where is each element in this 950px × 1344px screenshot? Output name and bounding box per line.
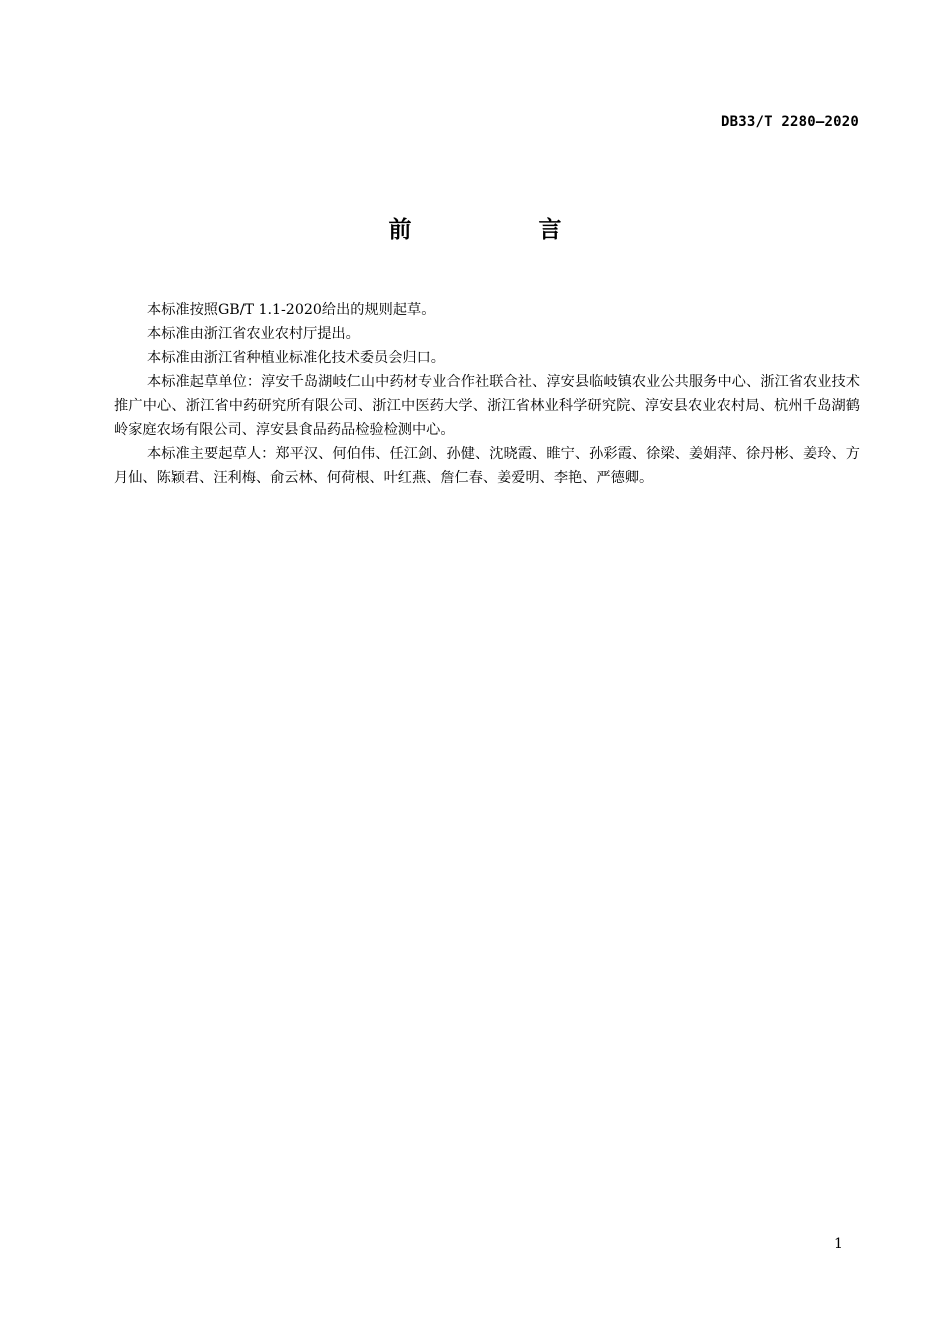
page-title: 前 言 — [388, 217, 614, 243]
paragraph-proposed-by: 本标准由浙江省农业农村厅提出。 — [147, 326, 360, 342]
body-text — [114, 298, 860, 490]
paragraph-drafting-units: 本标准起草单位：淳安千岛湖岐仁山中药材专业合作社联合社、淳安县临岐镇农业公共服务中心、浙江省农业技术推广中心、浙江省中药研究所有限公司、浙江中医药大学、浙江省林业科学研究院、淳安县农业农村局、杭州千岛湖鹤岭家庭农场有限公司、淳安县食品药品检验检测中心。 — [114, 374, 860, 438]
paragraph-drafters: 本标准主要起草人：郑平汉、何伯伟、任江剑、孙健、沈晓霞、睢宁、孙彩霞、徐梁、姜娟萍、徐丹彬、姜玲、方月仙、陈颖君、汪利梅、俞云林、何荷根、叶红燕、詹仁春、姜爱明、李艳、严德卿。 — [114, 446, 860, 486]
paragraph-drafting-rules: 本标准按照GB/T 1.1-2020给出的规则起草。 — [147, 302, 436, 318]
page-number: 1 — [834, 1236, 843, 1252]
standard-code: DB33/T 2280—2020 — [720, 114, 859, 130]
paragraph-centralized-by: 本标准由浙江省种植业标准化技术委员会归口。 — [147, 350, 445, 366]
